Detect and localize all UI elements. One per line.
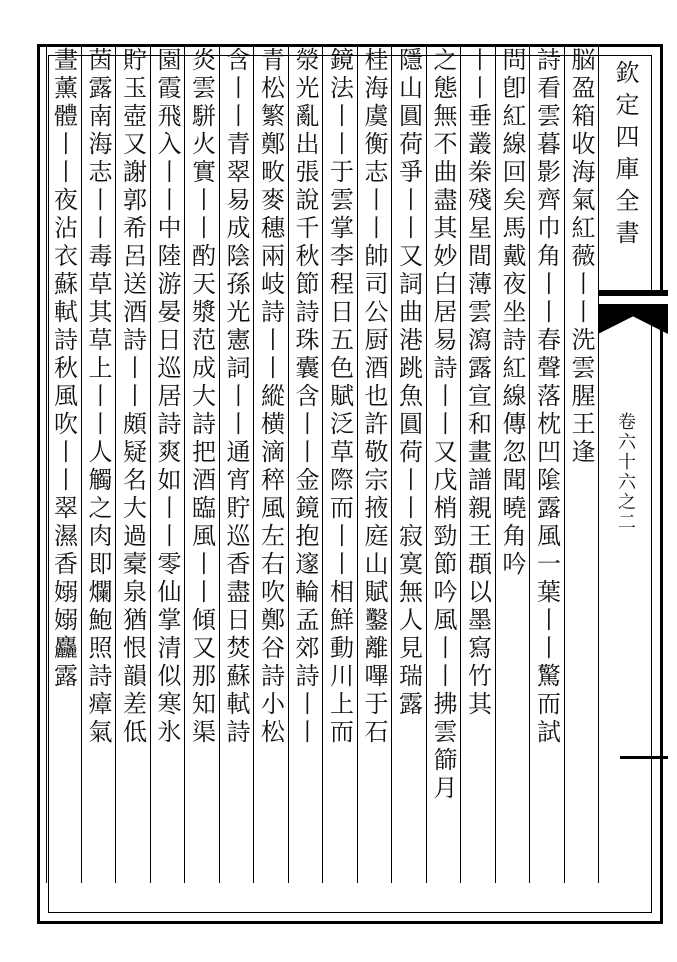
text-column-13: 園霞飛入丨丨中陸游晏日巡居詩爽如丨丨零仙掌清似寒氷 — [153, 47, 181, 747]
text-column-6: 隱山圓荷爭丨丨又詞曲港跳魚圓荷丨丨寂寞無人見瑞露 — [394, 47, 423, 719]
column-rule — [426, 47, 427, 883]
text-column-16: 晝薰體丨丨夜沾衣蘇軾詩秋風吹丨丨翠濕香嫋嫋麤露 — [49, 47, 78, 691]
volume-label: 卷六十六之二 — [615, 412, 636, 532]
text-column-1: 脳盈箱收海氣紅薇丨丨洗雲腥王逢 — [567, 47, 595, 467]
text-column-11: 含丨丨青翠易成陰孫光憲詞丨丨通宵貯巡香盡日焚蘇軾詩 — [222, 47, 250, 747]
fishtail-lower-rule — [620, 756, 668, 759]
column-rule — [184, 47, 185, 883]
column-rule — [495, 47, 496, 883]
column-rule — [46, 47, 47, 883]
column-rule — [219, 47, 220, 883]
column-rule — [598, 47, 599, 883]
text-column-9: 滎光亂出張說千秋節詩珠囊含丨丨金鏡抱邃輪孟郊詩丨丨 — [291, 47, 319, 747]
column-rule — [391, 47, 392, 883]
column-rule — [357, 47, 358, 883]
column-rule — [460, 47, 461, 883]
column-rule — [564, 47, 565, 883]
text-column-7: 桂海虞衡志丨丨帥司公厨酒也許敬宗掖庭山賦鑿離嗶于石 — [360, 47, 388, 747]
text-column-14: 貯玉壺又謝郭希呂送酒詩丨丨頗疑名大過槖泉猶恨韻差低 — [118, 47, 147, 747]
column-rule — [150, 47, 151, 883]
book-title: 欽定四庫全書 — [611, 60, 639, 252]
column-rule — [253, 47, 254, 883]
column-rule — [81, 47, 82, 883]
column-rule — [322, 47, 323, 883]
text-column-10: 青松繁鄭畋麥穗兩岐詩丨丨縱横滴稡風左右吹鄭谷詩小松 — [256, 47, 285, 747]
text-column-8: 鏡法丨丨于雲掌李程日五色賦泛草際而丨丨相鮮動川上而 — [325, 47, 354, 747]
column-rule — [529, 47, 530, 883]
text-column-3: 問卽紅線回矣馬戴夜坐詩紅線傳忽聞曉角吟 — [498, 47, 526, 579]
text-column-5: 之態無不曲盡其妙白居易詩丨丨又戊梢勁節吟風丨丨拂雲篩月 — [429, 47, 457, 803]
text-column-12: 炎雲駢火實丨丨酌天漿范成大詩把酒臨風丨丨傾又那知渠 — [187, 47, 216, 747]
text-column-2: 詩看雲暮影齊巾角丨丨春聲落枕凹隂露風一葉丨丨驚而試 — [532, 47, 561, 747]
text-column-15: 茵露南海志丨丨毒草其草上丨丨人觸之肉即爛鮑照詩瘴氣 — [84, 47, 112, 747]
fishtail-ornament-gap — [598, 296, 668, 304]
column-rule — [115, 47, 116, 883]
column-rule — [288, 47, 289, 883]
text-column-4: 丨丨垂叢桊殘星間薄雲瀉露宣和畫譜親王頵以墨寫竹其 — [463, 47, 492, 719]
